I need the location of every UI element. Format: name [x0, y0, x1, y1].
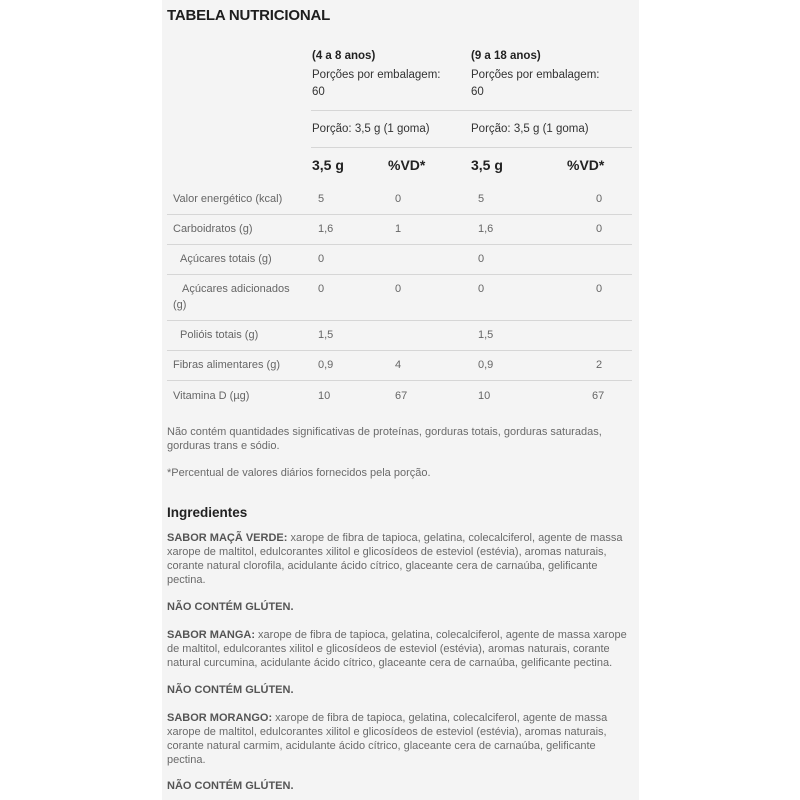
row-vd-2: 2	[596, 359, 603, 371]
nutrient-note: Não contém quantidades significativas de proteínas, gorduras totais, gorduras saturadas, gorduras trans e sódio.	[167, 426, 602, 452]
gluten-notice: NÃO CONTÉM GLÚTEN.	[167, 780, 294, 792]
row-vd-1: 0	[395, 283, 402, 295]
row-amount-2: 0	[478, 253, 485, 265]
flavor-text: xarope de fibra de tapioca, gelatina, colecalciferol, agente de massa xarope de maltitol, edulcorantes xilitol e glicosídeos de esteviol (estévia), aromas naturais, corante natural clorofila, acidulante ácido cítrico, glaceante cera de carnaúba, gelificante pectina.	[167, 532, 623, 586]
row-divider	[167, 320, 632, 321]
row-divider	[167, 380, 632, 381]
row-vd-1: 0	[395, 193, 402, 205]
row-label: Valor energético (kcal)	[173, 193, 283, 205]
group2-age: (9 a 18 anos)	[471, 50, 541, 62]
row-divider	[167, 214, 632, 215]
row-amount-1: 0	[318, 283, 325, 295]
flavor-label: SABOR MAÇÃ VERDE:	[167, 532, 288, 544]
group1-vd-header: %VD*	[388, 157, 426, 173]
page-title: TABELA NUTRICIONAL	[167, 7, 331, 24]
row-divider	[167, 350, 632, 351]
row-label: Vitamina D (µg)	[173, 390, 250, 402]
row-vd-2: 0	[596, 193, 603, 205]
row-label: Açúcares totais (g)	[180, 253, 272, 265]
flavor-paragraph	[167, 628, 637, 670]
row-label: Fibras alimentares (g)	[173, 359, 280, 371]
flavor-text: xarope de fibra de tapioca, gelatina, colecalciferol, agente de massa xarope de maltitol, edulcorantes xilitol e glicosídeos de esteviol (estévia), aromas naturais, corante natural carmim, acidulante ácido cítrico, glaceante cera de carnaúba, gelificante pectina.	[167, 712, 608, 766]
row-amount-1: 0	[318, 253, 325, 265]
group1-portion: Porção: 3,5 g (1 goma)	[312, 123, 430, 135]
row-amount-1: 10	[318, 390, 331, 402]
row-amount-1: 1,5	[318, 329, 334, 341]
row-divider	[167, 274, 632, 275]
divider	[311, 147, 632, 148]
row-label-line1: Açúcares adicionados	[182, 283, 290, 295]
row-divider	[167, 244, 632, 245]
row-label-line2: (g)	[173, 299, 187, 311]
flavor-paragraph	[167, 711, 637, 767]
group2-servings-value: 60	[471, 86, 484, 98]
group1-servings-label: Porções por embalagem:	[312, 69, 441, 81]
group1-servings-value: 60	[312, 86, 325, 98]
row-amount-2: 0,9	[478, 359, 494, 371]
row-amount-1: 5	[318, 193, 325, 205]
ingredients-title: Ingredientes	[167, 505, 248, 520]
flavor-text: xarope de fibra de tapioca, gelatina, colecalciferol, agente de massa xarope de maltitol, edulcorantes xilitol e glicosídeos de esteviol (estévia), aromas naturais, corante natural curcumina, acidulante ácido cítrico, glaceante cera de carnaúba, gelificante pectina.	[167, 629, 627, 669]
row-label: Carboidratos (g)	[173, 223, 253, 235]
row-amount-2: 10	[478, 390, 491, 402]
group1-amount-header: 3,5 g	[312, 157, 344, 173]
row-amount-2: 0	[478, 283, 485, 295]
group2-servings-label: Porções por embalagem:	[471, 69, 600, 81]
flavor-label: SABOR MANGA:	[167, 629, 255, 641]
group1-age: (4 a 8 anos)	[312, 50, 376, 62]
gluten-notice: NÃO CONTÉM GLÚTEN.	[167, 601, 294, 613]
row-amount-2: 1,5	[478, 329, 494, 341]
row-vd-1: 67	[395, 390, 408, 402]
group2-vd-header: %VD*	[567, 157, 605, 173]
row-amount-2: 1,6	[478, 223, 494, 235]
row-vd-1: 4	[395, 359, 402, 371]
flavor-label: SABOR MORANGO:	[167, 712, 273, 724]
row-vd-2: 0	[596, 283, 603, 295]
row-label: Polióis totais (g)	[180, 329, 259, 341]
gluten-notice: NÃO CONTÉM GLÚTEN.	[167, 684, 294, 696]
vd-footnote: *Percentual de valores diários fornecidos pela porção.	[167, 467, 431, 479]
row-vd-1: 1	[395, 223, 402, 235]
flavor-paragraph	[167, 531, 637, 587]
group2-amount-header: 3,5 g	[471, 157, 503, 173]
row-amount-1: 1,6	[318, 223, 334, 235]
row-vd-2: 67	[592, 390, 605, 402]
row-vd-2: 0	[596, 223, 603, 235]
group2-portion: Porção: 3,5 g (1 goma)	[471, 123, 589, 135]
row-amount-1: 0,9	[318, 359, 334, 371]
row-amount-2: 5	[478, 193, 485, 205]
divider	[311, 110, 632, 111]
